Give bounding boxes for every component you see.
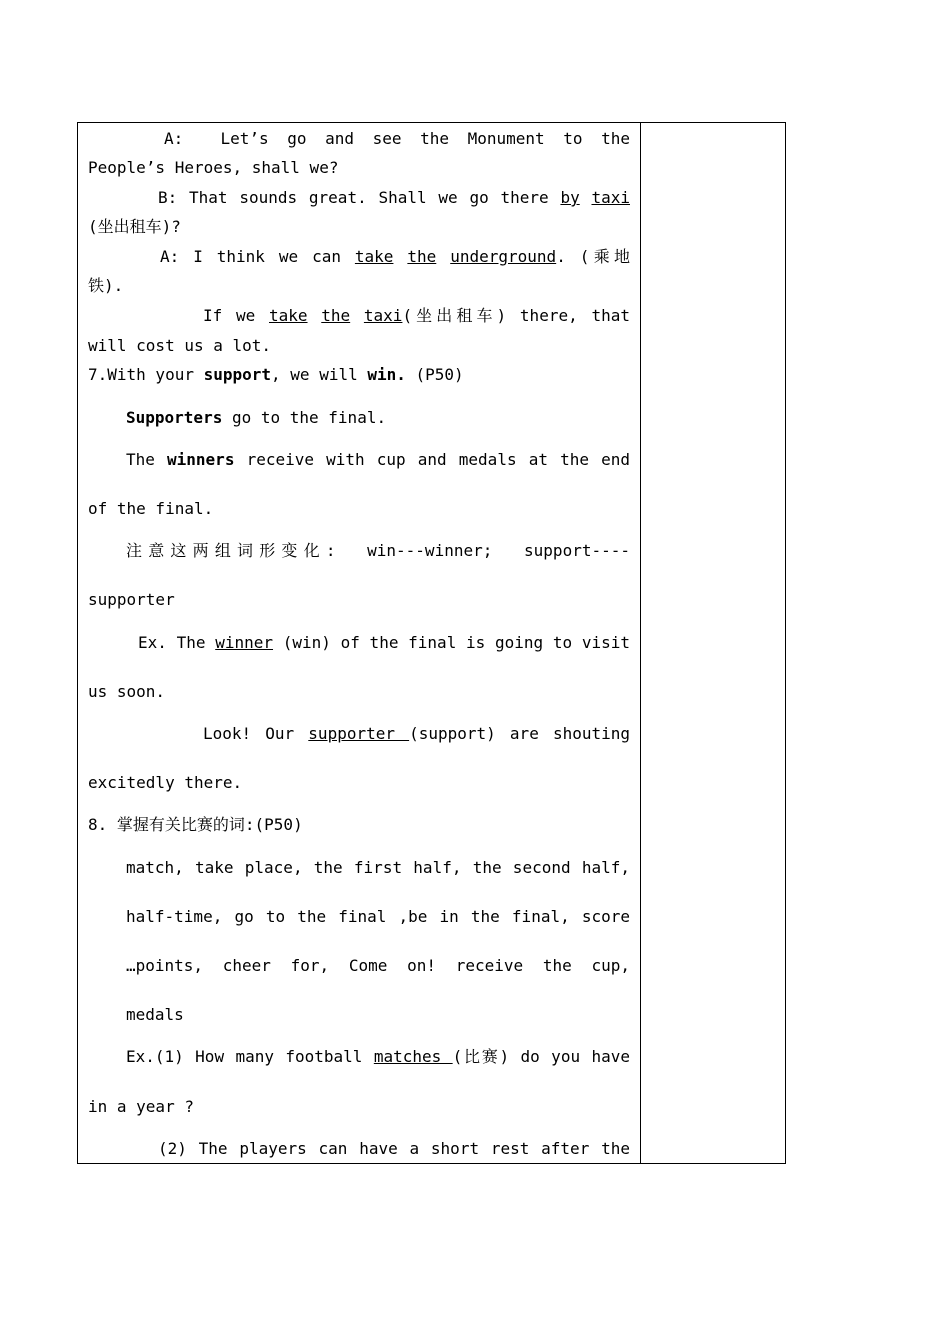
text-segment: (win) of the final is going to visit [273,633,630,652]
text-line [88,589,630,611]
text-segment [436,247,450,266]
underlined-word: supporter [308,724,410,743]
text-segment: 铁). [88,276,124,295]
text-segment: (P50) [405,365,464,384]
text-line [88,498,630,520]
text-segment: A: Let’s go and see the Monument to the [164,129,630,148]
text-segment [580,188,592,207]
text-line [88,305,630,327]
text-segment: 7.With your [88,365,204,384]
underlined-word: taxi [591,188,630,207]
text-segment: (比赛) do you have [452,1047,630,1066]
text-line [88,857,630,879]
notes-cell [641,123,785,1163]
text-segment: 8. 掌握有关比赛的词:(P50) [88,815,303,834]
text-segment: Ex. The [138,633,216,652]
text-line [88,906,630,928]
text-line [88,449,630,471]
bold-word: win. [367,365,406,384]
text-segment: medals [126,1005,184,1024]
text-segment: 注意这两组词形变化: win---winner; support---- [126,541,630,560]
text-segment: . (乘地 [556,247,630,266]
text-line [88,1046,630,1068]
lesson-table [77,122,786,1164]
text-segment: (坐出租车) there, that [402,306,630,325]
text-segment [393,247,407,266]
text-segment [350,306,364,325]
text-line [88,128,630,150]
text-line [88,157,630,179]
text-segment: match, take place, the first half, the second half, [126,858,630,877]
underlined-word: matches [373,1047,453,1066]
text-line [88,407,630,429]
text-segment: Look! Our [203,724,309,743]
text-line [88,723,630,745]
text-line [88,540,630,562]
bold-word: support [203,365,272,384]
text-line [88,187,630,209]
text-segment: B: That sounds great. Shall we go there [158,188,561,207]
underlined-word: take [269,306,308,325]
text-segment: us soon. [88,682,166,701]
text-segment: go to the final. [222,408,387,427]
text-segment: (坐出租车)? [88,217,181,236]
underlined-word: winner [215,633,274,652]
text-line [88,246,630,268]
text-line [88,632,630,654]
text-segment: (support) are shouting [409,724,630,743]
text-line [88,772,630,794]
underlined-word: the [407,247,437,266]
content-cell [88,123,630,1163]
text-segment: A: I think we can [160,247,355,266]
text-line [88,955,630,977]
text-line [88,681,630,703]
text-line [88,275,630,297]
text-segment: …points, cheer for, Come on! receive the cup, [126,956,630,975]
text-line [88,364,630,386]
underlined-word: by [560,188,580,207]
text-segment: excitedly there. [88,773,243,792]
text-segment: (2) The players can have a short rest after the [158,1139,630,1158]
text-segment: If we [203,306,269,325]
text-segment: The [126,450,168,469]
text-line [88,1138,630,1160]
text-line [88,216,630,238]
text-segment: People’s Heroes, shall we? [88,158,339,177]
underlined-word: the [321,306,351,325]
text-segment: will cost us a lot. [88,336,272,355]
text-line [88,1004,630,1026]
bold-word: winners [167,450,235,469]
text-segment: half-time, go to the final ,be in the final, score [126,907,630,926]
bold-word: Supporters [126,408,223,427]
underlined-word: take [354,247,394,266]
text-line [88,335,630,357]
underlined-word: taxi [363,306,403,325]
text-segment: receive with cup and medals at the end [234,450,630,469]
text-segment: of the final. [88,499,214,518]
text-line [88,814,630,836]
text-segment: , we will [271,365,368,384]
underlined-word: underground [450,247,557,266]
text-segment: in a year ? [88,1097,194,1116]
text-segment: Ex.(1) How many football [126,1047,374,1066]
text-segment: supporter [88,590,175,609]
text-line [88,1096,630,1118]
text-segment [308,306,322,325]
